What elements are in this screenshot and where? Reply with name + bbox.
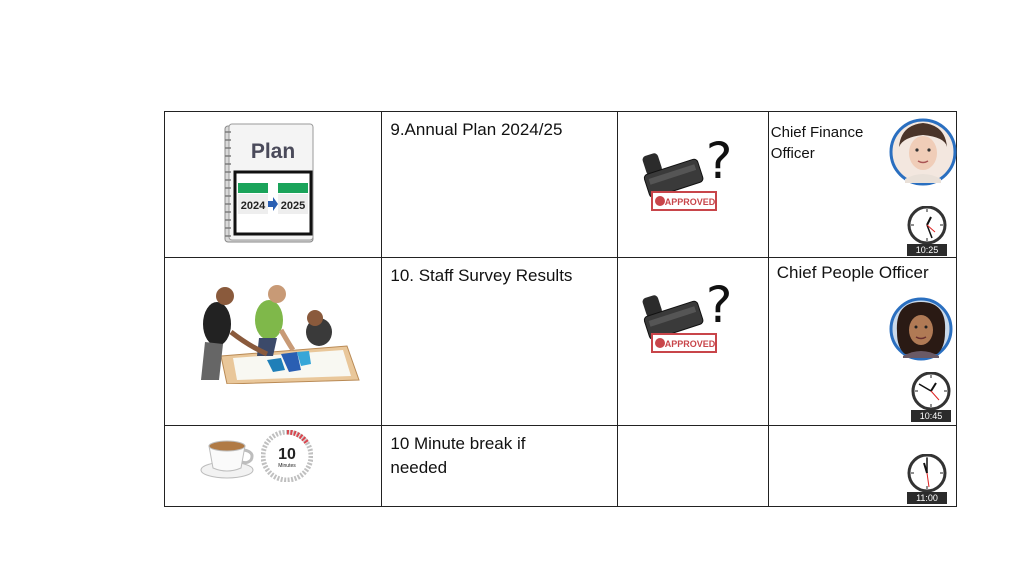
status-cell [617, 112, 768, 258]
presenter-cell [768, 426, 956, 507]
clock-icon [905, 206, 949, 256]
table-row [165, 112, 957, 258]
item-image-cell [165, 112, 382, 258]
presenter-role: Chief People Officer [776, 263, 929, 282]
presenter-cell [768, 258, 956, 426]
plan-title: Plan [250, 140, 296, 163]
plan-year-to: 2025 [280, 200, 306, 212]
agenda-item-cell [382, 426, 617, 507]
timer-number: 10 [278, 446, 296, 463]
timer-unit: Minutes [278, 463, 296, 469]
clock-icon [909, 372, 953, 422]
stamp-text: APPROVED [664, 339, 716, 349]
team-working-icon [197, 284, 361, 384]
agenda-item-title: 10. Staff Survey Results [390, 266, 573, 285]
agenda-table [164, 111, 957, 507]
agenda-item-title: 9.Annual Plan 2024/25 [390, 120, 563, 139]
ten-minute-timer-icon [261, 430, 313, 482]
agenda-item-title: 10 Minute break if needed [390, 434, 526, 477]
agenda-item-cell [382, 112, 617, 258]
clock-time-label: 11:00 [915, 493, 938, 503]
table-row [165, 258, 957, 426]
avatar [887, 296, 955, 362]
clock-time-label: 10:25 [915, 245, 939, 255]
item-image-cell [165, 258, 382, 426]
clock-time-label: 10:45 [919, 411, 943, 421]
question-mark: ? [705, 276, 733, 334]
stamp-text: APPROVED [664, 197, 716, 207]
presenter-cell [768, 112, 956, 258]
avatar [889, 117, 957, 187]
plan-year-from: 2024 [240, 200, 266, 212]
tea-cup-icon [199, 434, 259, 480]
agenda-item-cell [382, 258, 617, 426]
plan-notebook-icon [221, 122, 317, 246]
clock-icon [905, 454, 949, 504]
item-image-cell [165, 426, 382, 507]
presenter-role: Chief Finance Officer [770, 124, 864, 162]
status-cell [617, 258, 768, 426]
question-mark: ? [705, 132, 733, 190]
table-row [165, 426, 957, 507]
status-cell [617, 426, 768, 507]
